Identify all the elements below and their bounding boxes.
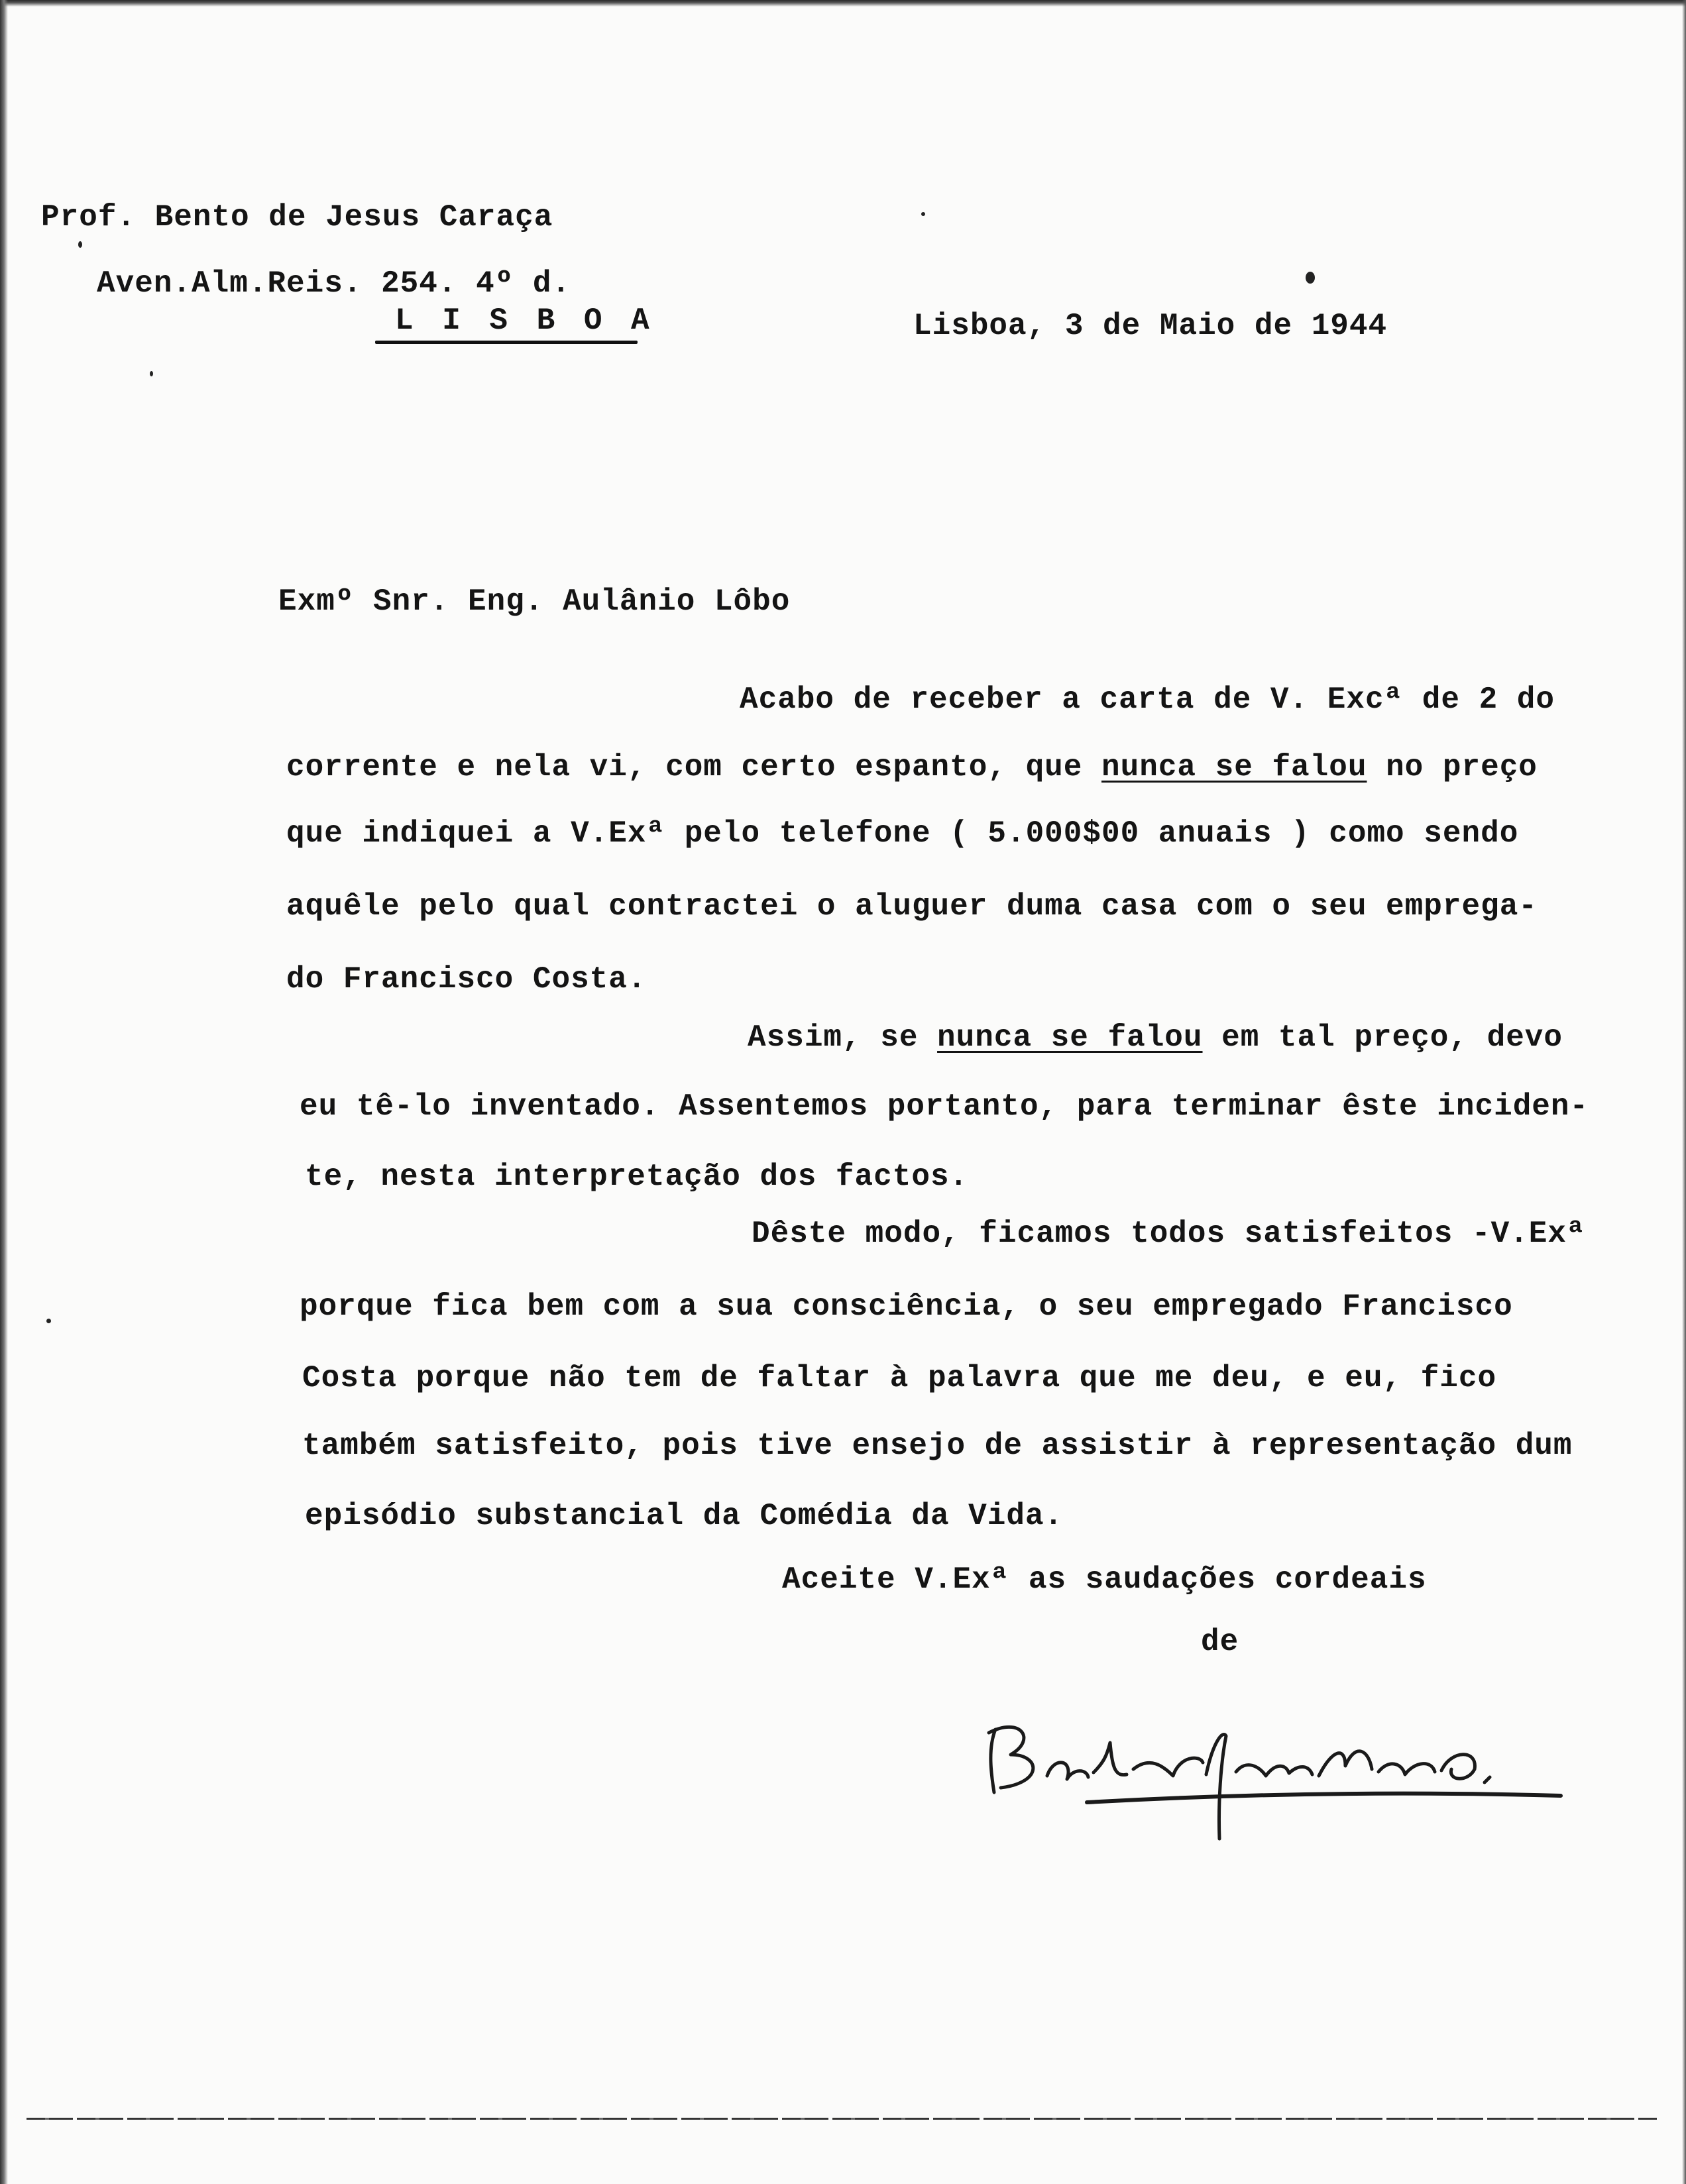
sender-city: L I S B O A — [395, 303, 655, 338]
sender-name: Prof. Bento de Jesus Caraça — [41, 200, 553, 235]
body-line: aquêle pelo qual contractei o aluguer duma casa com o seu emprega- — [286, 889, 1538, 924]
body-line — [748, 1020, 1563, 1055]
body-text: em tal preço, devo — [1202, 1020, 1563, 1055]
ink-speck — [150, 371, 153, 376]
body-line: eu tê-lo inventado. Assentemos portanto, para terminar êste inciden- — [300, 1089, 1589, 1124]
sender-address: Aven.Alm.Reis. 254. 4º d. — [97, 266, 571, 301]
scan-edge-left — [0, 0, 8, 2184]
page-bottom-rule — [27, 2118, 1657, 2120]
scan-edge-right — [1682, 0, 1686, 2184]
closing-line: Aceite V.Exª as saudações cordeais — [782, 1562, 1427, 1597]
underlined-phrase: nunca se falou — [937, 1020, 1203, 1055]
underlined-phrase: nunca se falou — [1101, 750, 1367, 785]
recipient-salutation: Exmº Snr. Eng. Aulânio Lôbo — [278, 584, 791, 619]
body-line: te, nesta interpretação dos factos. — [305, 1160, 969, 1194]
body-line: também satisfeito, pois tive ensejo de assistir à representação dum — [302, 1429, 1573, 1463]
city-underline — [375, 341, 638, 344]
body-text: corrente e nela vi, com certo espanto, que — [286, 750, 1101, 785]
body-line: episódio substancial da Comédia da Vida. — [305, 1499, 1064, 1533]
body-text: no preço — [1367, 750, 1538, 785]
closing-de: de — [1201, 1625, 1239, 1659]
body-line: Costa porque não tem de faltar à palavra que me deu, e eu, fico — [302, 1361, 1497, 1395]
body-line: do Francisco Costa. — [286, 962, 647, 997]
body-line: Acabo de receber a carta de V. Excª de 2 do — [740, 682, 1555, 717]
handwritten-signature — [974, 1703, 1571, 1855]
date-line: Lisboa, 3 de Maio de 1944 — [913, 309, 1388, 343]
body-line: porque fica bem com a sua consciência, o seu empregado Francisco — [300, 1289, 1513, 1324]
ink-speck — [78, 241, 82, 248]
ink-speck — [1306, 272, 1315, 284]
body-line — [286, 750, 1538, 785]
body-line: Dêste modo, ficamos todos satisfeitos -V.Exª — [752, 1217, 1586, 1251]
body-line: que indiquei a V.Exª pelo telefone ( 5.000$00 anuais ) como sendo — [286, 816, 1519, 851]
ink-speck — [46, 1319, 51, 1323]
body-text: Assim, se — [748, 1020, 938, 1055]
scan-edge-top — [0, 0, 1686, 7]
ink-speck — [921, 212, 925, 216]
